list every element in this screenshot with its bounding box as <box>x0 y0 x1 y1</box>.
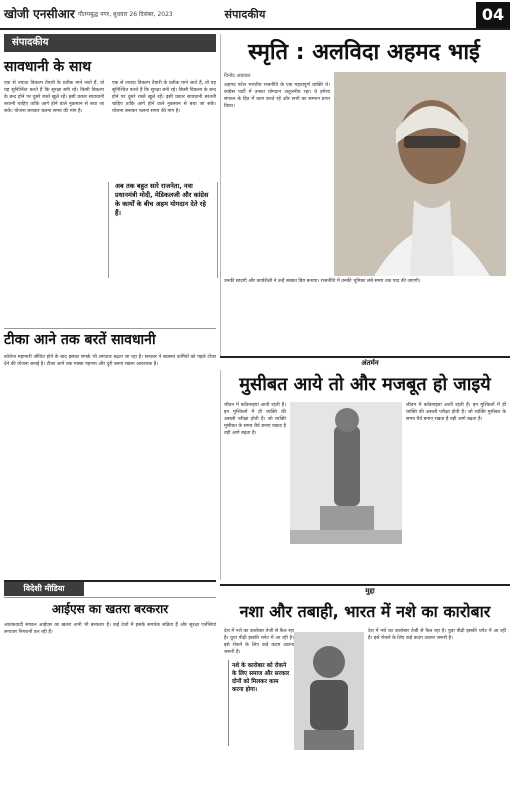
nasha-photo <box>294 632 364 750</box>
middle-separator <box>220 370 221 580</box>
headline-musibat: मुसीबत आये तो और मजबूत हो जाइये <box>239 374 491 395</box>
nasha-body-b: देश में नशे का कारोबार तेजी से फैल रहा है। युवा पीढ़ी इसकी चपेट में आ रही है। इसे रोकने के लिए कड़े कदम उठाना जरूरी है। <box>368 629 506 641</box>
headline-savdhani: सावधानी के साथ <box>4 59 92 75</box>
article-body-1b: एक से ज्यादा विकल्प तैयारी के प्रतीक माने जाते हैं, वो यह सुनिश्चित करते हैं कि सुरक्षा बनी रहे। किसी विकल्प के बन्द होने पर दूसरे रास्ते खुले रहें। इसी प्रकार सावधानी बरतनी चाहिए ताकि आगे होने वाले नुकसान से बचा जा सके। योजना बनाकर चलना समय की मांग है। <box>112 81 216 114</box>
page-number: 04 <box>476 2 510 28</box>
musibat-body-a: जीवन में कठिनाइयां आती रहती हैं। इन मुश्किलों में ही व्यक्ति की असली परीक्षा होती है। जो व्यक्ति मुसीबत के समय धैर्य बनाए रखता है वही आगे बढ़ता है। <box>224 403 286 436</box>
column-separator <box>220 34 221 358</box>
article-body-3: आतंकवादी संगठन आईएस का खतरा अभी भी बरकरार है। कई देशों में इसके समर्थक सक्रिय हैं और सुरक्षा एजेंसियां लगातार निगरानी कर रही हैं। <box>4 623 216 635</box>
logo-text: खोजी एनसीआर <box>4 7 75 21</box>
portrait-photo <box>334 72 506 276</box>
article-body-2: कोरोना महामारी जीवित होने के बाद इसका संपर्क भी लगातार बढ़ता जा रहा है। सरकार ने स्वास्थ्य कर्मियों को पहले टीका देने की योजना बनाई है। टीका आने तक मास्क पहनना और दूरी बनाए रखना आवश्यक है। <box>4 355 216 367</box>
pull-quote: अब तक बहुत सारे राजनेता, नवा प्रधानमंत्री मोदी, मेडिकलजी और कांग्रेस के कार्यों के बीच अहम योगदान देते रहे हैं। <box>108 182 218 278</box>
statue-illustration <box>290 402 402 544</box>
headline-nasha: नशा और तबाही, भारत में नशे का कारोबार <box>239 602 491 621</box>
smriti-body-b: उनकी सादगी और कार्यशैली ने उन्हें सबका प्रिय बनाया। राजनीति में उनकी भूमिका लंबे समय तक याद की जाएगी। <box>224 279 421 284</box>
byline: विनोद अग्रवाल <box>224 73 251 79</box>
headline-tika: टीका आने तक बरतें सावधानी <box>4 328 216 350</box>
page-section-title: संपादकीय <box>224 8 266 21</box>
nasha-illustration <box>294 632 364 750</box>
mudda-tag: मुद्दा <box>365 587 375 595</box>
statue-photo <box>290 402 402 544</box>
masthead: गौतमबुद्ध नगर, बुधवार 26 दिसंबर, 2023 <box>78 11 173 18</box>
headline-smriti: स्मृति : अलविदा अहमद भाई <box>248 40 480 65</box>
foreign-media-tag: विदेशी मीडिया <box>4 582 84 596</box>
headline-is: आईएस का खतरा बरकरार <box>51 602 169 616</box>
article-body-1a: एक से ज्यादा विकल्प तैयारी के प्रतीक माने जाते हैं, वो यह सुनिश्चित करते हैं कि सुरक्षा बनी रहे। किसी विकल्प के बन्द होने पर दूसरे रास्ते खुले रहें। इसी प्रकार सावधानी बरतनी चाहिए ताकि आगे होने वाले नुकसान से बचा जा सके। योजना बनाकर चलना समय की मांग है। <box>4 81 104 114</box>
portrait-illustration <box>334 72 506 276</box>
smriti-body-a: अहमद पटेल भारतीय राजनीति के एक महत्वपूर्ण व्यक्ति थे। कांग्रेस पार्टी में उनका योगदान अतुलनीय रहा। वे हमेशा संगठन के हित में काम करते रहे और सभी का सम्मान प्राप्त किया। <box>224 83 330 109</box>
musibat-body-b: जीवन में कठिनाइयां आती रहती हैं। इन मुश्किलों में ही व्यक्ति की असली परीक्षा होती है। जो व्यक्ति मुसीबत के समय धैर्य बनाए रखता है वही आगे बढ़ता है। <box>406 403 506 422</box>
antarman-tag: अंतर्मन <box>361 359 379 367</box>
nasha-body-a: देश में नशे का कारोबार तेजी से फैल रहा है। युवा पीढ़ी इसकी चपेट में आ रही है। इसे रोकने के लिए कड़े कदम उठाना जरूरी है। <box>224 629 294 655</box>
nasha-quote: नशे के कारोबार को रोकने के लिए समाज और सरकार दोनों को मिलकर काम करना होगा। <box>228 660 294 746</box>
left-section-bar: संपादकीय <box>4 34 216 52</box>
